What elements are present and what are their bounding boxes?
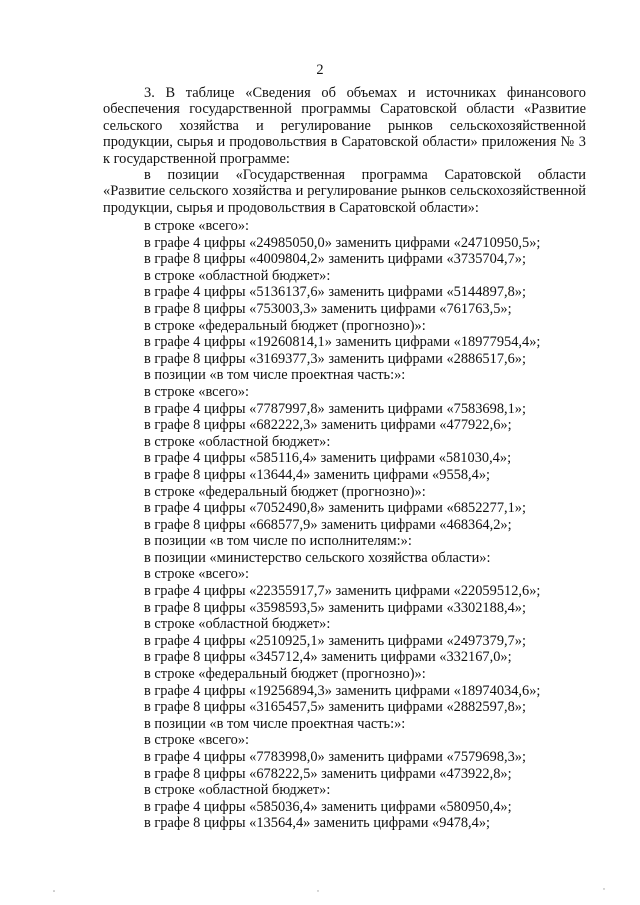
amendment-line: в графе 4 цифры «7787997,8» заменить цифрами «7583698,1»;	[144, 400, 526, 417]
intro-paragraph: 3. В таблице «Сведения об объемах и источниках финансового обеспечения государственной программы Саратовской области «Развитие сельского хозяйства и регулирование рынков сельскохозяйственной продукции, сырья и продовольствия в Саратовской области» приложения № 3 к государственной программе:	[103, 85, 586, 167]
amendment-line: в графе 4 цифры «585116,4» заменить цифрами «581030,4»;	[144, 450, 512, 467]
intro-section	[103, 85, 586, 216]
amendment-line: в строке «федеральный бюджет (прогнозно)»:	[144, 666, 426, 683]
amendment-line: в графе 8 цифры «4009804,2» заменить цифрами «3735704,7»;	[144, 251, 526, 268]
scan-speck	[603, 888, 604, 889]
amendment-line: в графе 4 цифры «585036,4» заменить цифрами «580950,4»;	[144, 798, 512, 815]
amendment-line: в строке «всего»:	[144, 218, 250, 234]
amendment-line: в графе 4 цифры «24985050,0» заменить цифрами «24710950,5»;	[144, 234, 541, 251]
amendment-line: в графе 8 цифры «13564,4» заменить цифрами «9478,4»;	[144, 815, 491, 832]
amendment-line: в графе 4 цифры «22355917,7» заменить цифрами «22059512,6»;	[144, 583, 541, 600]
amendment-line: в графе 4 цифры «7052490,8» заменить цифрами «6852277,1»;	[144, 500, 526, 517]
amendment-line: в графе 4 цифры «2510925,1» заменить цифрами «2497379,7»;	[144, 632, 526, 649]
amendment-line: в строке «областной бюджет»:	[144, 782, 331, 799]
amendment-line: в графе 8 цифры «3598593,5» заменить цифрами «3302188,4»;	[144, 599, 526, 616]
amendment-line: в графе 4 цифры «19256894,3» заменить цифрами «18974034,6»;	[144, 682, 541, 699]
amendment-line: в строке «областной бюджет»:	[144, 433, 331, 450]
amendment-line: в графе 8 цифры «682222,3» заменить цифрами «477922,6»;	[144, 417, 512, 434]
amendment-line: в графе 4 цифры «5136137,6» заменить цифрами «5144897,8»;	[144, 284, 526, 301]
amendment-line: в позиции «в том числе проектная часть:»:	[144, 715, 406, 732]
amendment-line: в строке «всего»:	[144, 732, 250, 749]
scan-speck	[317, 890, 318, 891]
amendment-line: в строке «всего»:	[144, 566, 250, 583]
amendment-line: в строке «федеральный бюджет (прогнозно)»:	[144, 483, 426, 500]
amendment-line: в строке «областной бюджет»:	[144, 616, 331, 633]
amendment-line: в строке «федеральный бюджет (прогнозно)»:	[144, 317, 426, 334]
amendment-line: в графе 8 цифры «3169377,3» заменить цифрами «2886517,6»;	[144, 350, 526, 367]
amendment-line: в позиции «в том числе по исполнителям:»:	[144, 533, 412, 550]
page-number: 2	[316, 62, 324, 78]
amendment-line: в графе 4 цифры «7783998,0» заменить цифрами «7579698,3»;	[144, 749, 526, 765]
amendment-line: в строке «всего»:	[144, 383, 250, 400]
amendment-line: в графе 8 цифры «3165457,5» заменить цифрами «2882597,8»;	[144, 699, 526, 716]
amendment-line: в строке «областной бюджет»:	[144, 267, 331, 284]
amendment-line: в графе 8 цифры «13644,4» заменить цифрами «9558,4»;	[144, 466, 491, 483]
amendment-line: в графе 8 цифры «345712,4» заменить цифрами «332167,0»;	[144, 649, 512, 666]
amendment-line: в позиции «в том числе проектная часть:»:	[144, 367, 406, 384]
amendment-line: в позиции «министерство сельского хозяйства области»:	[144, 549, 491, 566]
amendment-line: в графе 8 цифры «668577,9» заменить цифрами «468364,2»;	[144, 516, 512, 533]
position-paragraph: в позиции «Государственная программа Саратовской области «Развитие сельского хозяйства и регулирование рынков сельскохозяйственной продукции, сырья и продовольствия в Саратовской области»:	[103, 167, 586, 216]
amendment-line: в графе 8 цифры «678222,5» заменить цифрами «473922,8»;	[144, 765, 512, 782]
amendment-line: в графе 8 цифры «753003,3» заменить цифрами «761763,5»;	[144, 300, 512, 317]
amendment-line: в графе 4 цифры «19260814,1» заменить цифрами «18977954,4»;	[144, 334, 541, 351]
scan-speck	[53, 890, 55, 892]
amendment-list	[144, 218, 594, 832]
